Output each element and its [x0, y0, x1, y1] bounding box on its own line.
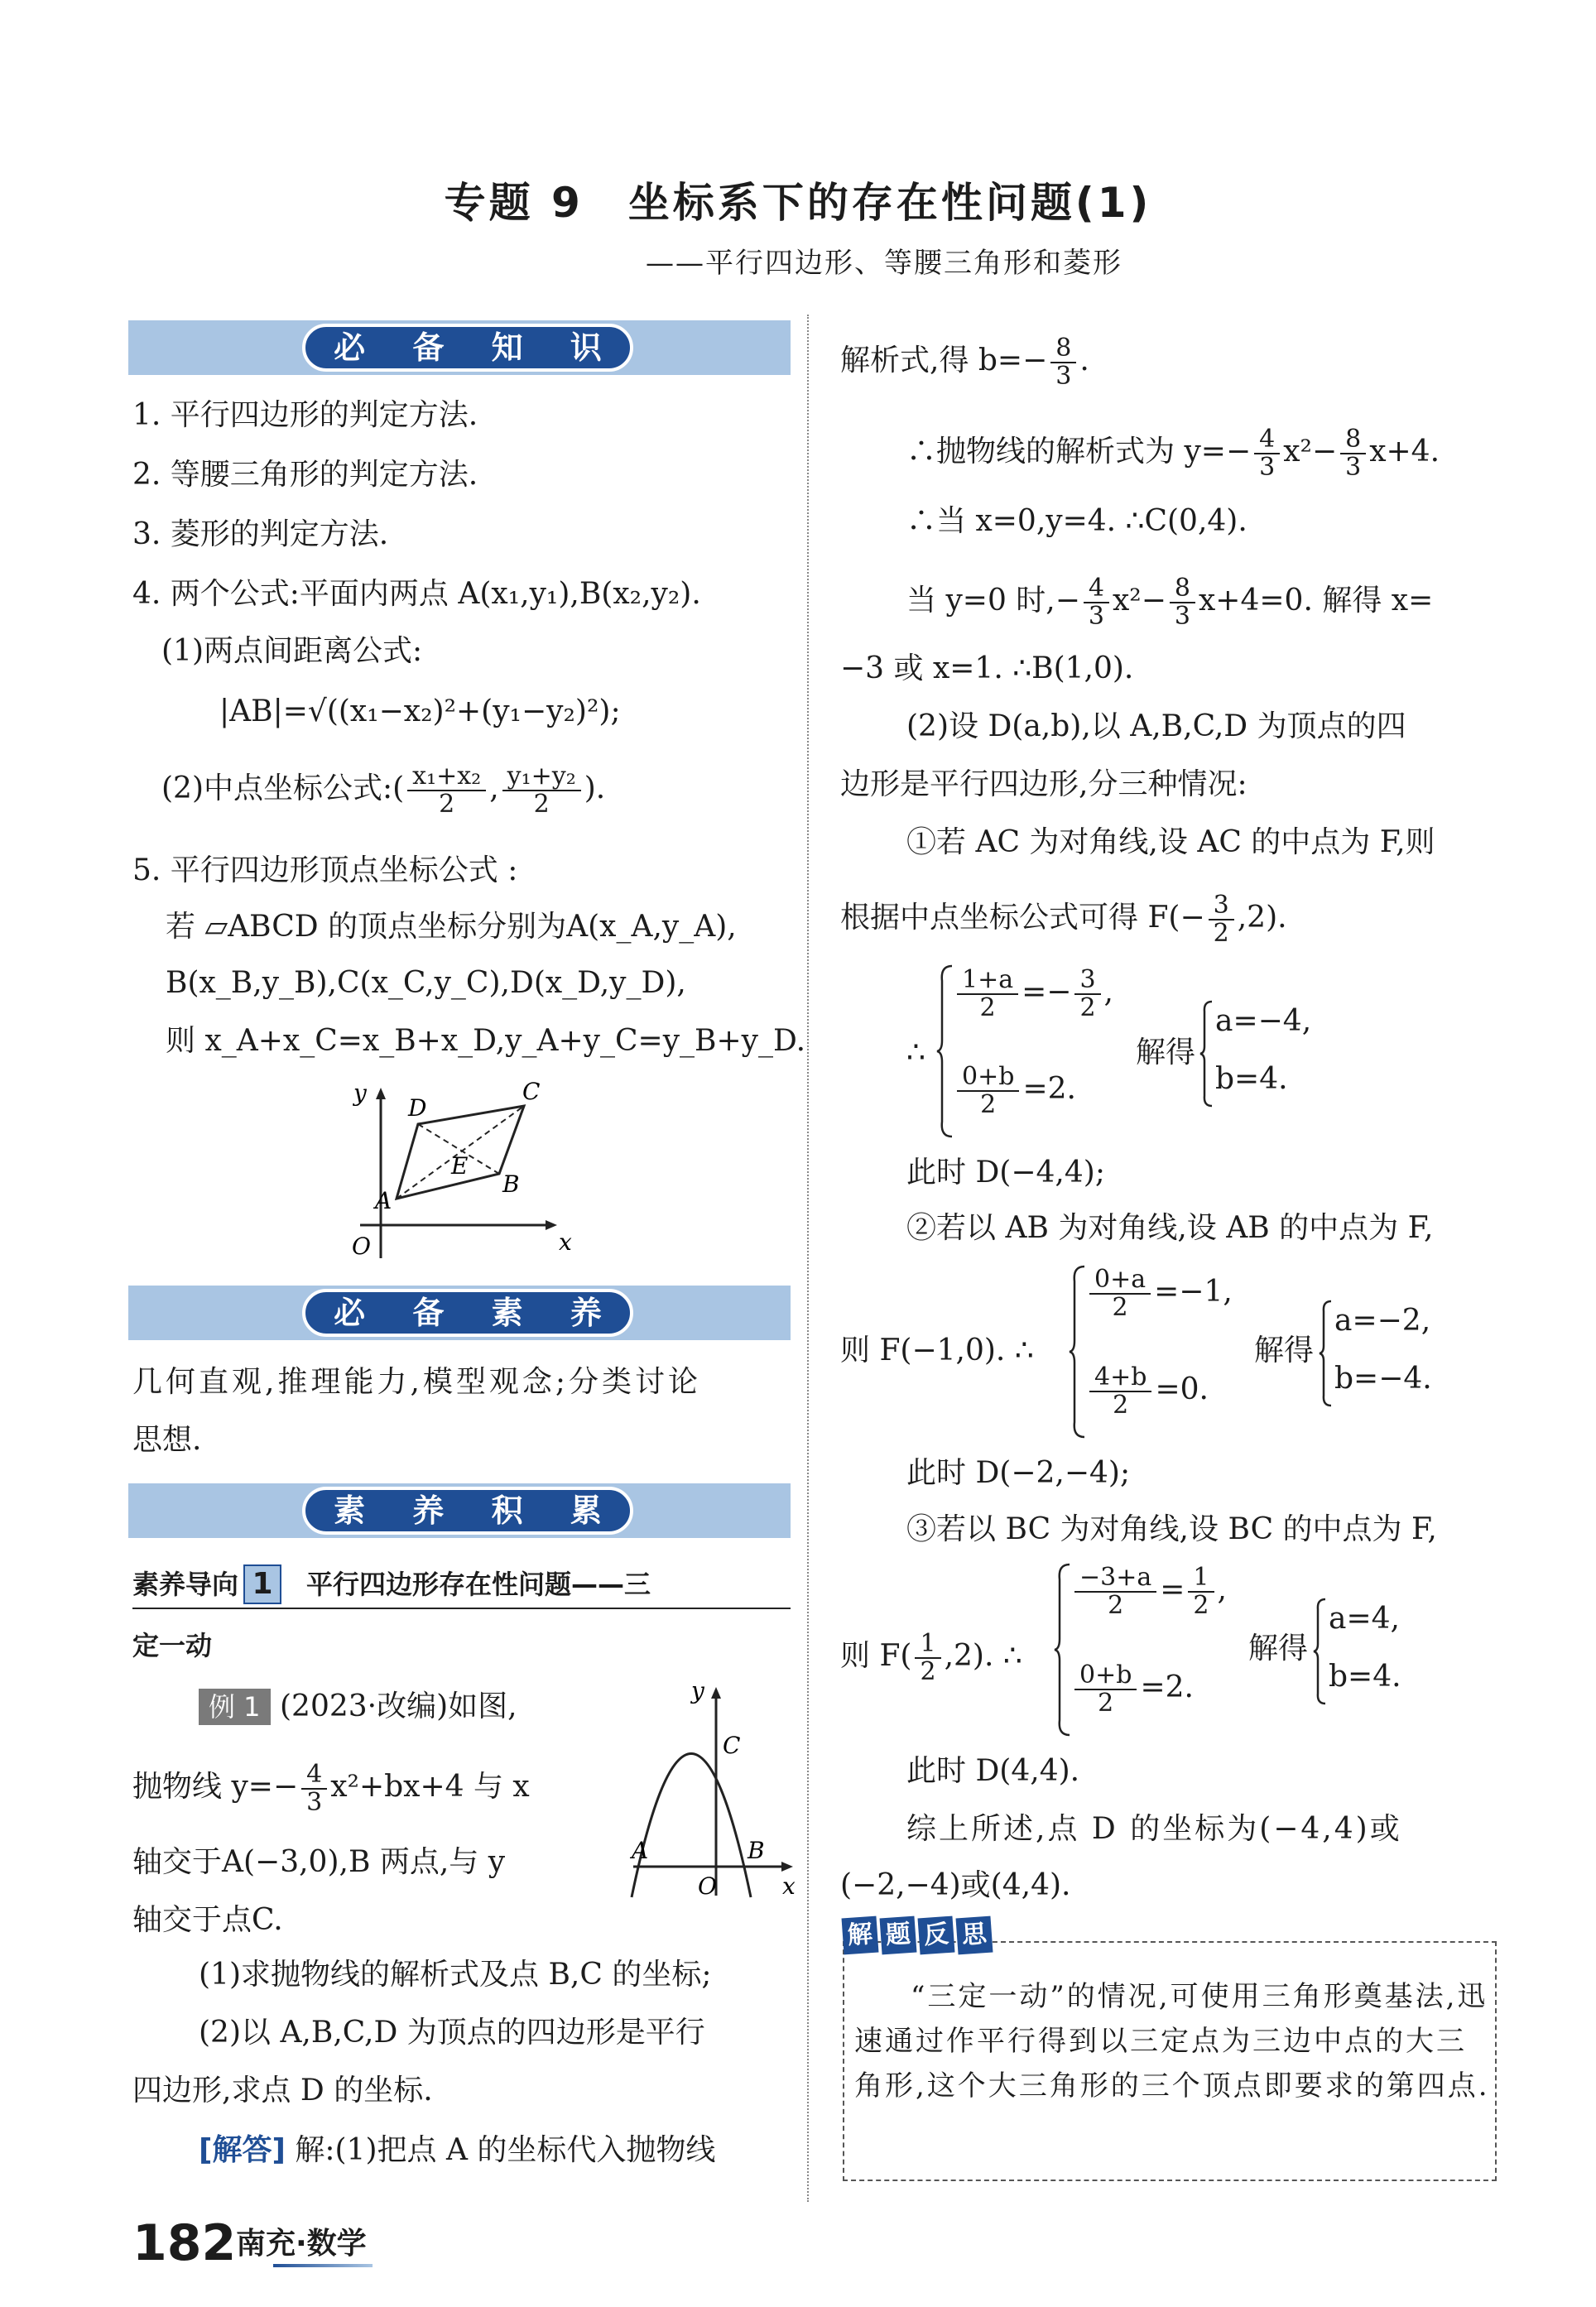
case2-solution-a: a=−2,	[1334, 1304, 1431, 1338]
midpoint-suffix: ).	[584, 771, 606, 805]
example-line-2: 抛物线 y=− $\frac{4}{3}$ x²+bx+4 与 x	[132, 1760, 530, 1817]
parallelogram-figure	[335, 1076, 600, 1266]
fig2-label-o: O	[698, 1872, 717, 1900]
case3-solution-b: b=4.	[1329, 1660, 1401, 1694]
right-line-1: 解析式,得 b=− $\frac{8}{3}$ .	[840, 334, 1089, 391]
knowledge-item-5: 5. 平行四边形顶点坐标公式 :	[132, 853, 518, 887]
right-line-11: ②若以 AB 为对角线,设 AB 的中点为 F,	[906, 1211, 1434, 1245]
fig1-label-o: O	[352, 1233, 371, 1260]
right-line-16: (−2,−4)或(4,4).	[840, 1868, 1071, 1902]
parabola-curve	[632, 1754, 751, 1898]
midpoint-formula: (2)中点坐标公式:( $\frac{\text{x₁+x₂}}{2}$ , $\frac{\text{y₁+y₂}}{2}$ ).	[161, 762, 606, 819]
case3-solution-brace	[1312, 1598, 1329, 1705]
reflection-tag-char-4: 思	[956, 1916, 993, 1955]
example-tag: 例 1	[199, 1689, 271, 1725]
fig1-label-a: A	[375, 1187, 392, 1214]
right-line-9: 根据中点坐标公式可得 F(− $\frac{3}{2}$ ,2).	[840, 891, 1287, 948]
case2-eq2: $\frac{4+b}{2}$ =0.	[1086, 1364, 1209, 1419]
fig1-label-e: E	[451, 1152, 469, 1180]
knowledge-item-1: 1. 平行四边形的判定方法.	[132, 398, 478, 432]
fig2-label-c: C	[723, 1732, 741, 1759]
fig1-x-arrow	[546, 1220, 557, 1230]
example-line-4: 轴交于点C.	[132, 1903, 283, 1937]
midpoint-prefix: (2)中点坐标公式:(	[161, 771, 405, 805]
example-frac: $\frac{4}{3}$	[301, 1761, 327, 1816]
fig1-y-arrow	[376, 1088, 386, 1099]
knowledge-item-5b: B(x_B,y_B),C(x_C,y_C),D(x_D,y_D),	[166, 966, 686, 1000]
question-2b: 四边形,求点 D 的坐标.	[132, 2074, 433, 2108]
question-2: (2)以 A,B,C,D 为顶点的四边形是平行	[199, 2016, 705, 2050]
case3-brace	[1053, 1563, 1073, 1737]
section-title-literacy: 必 备 素 养	[302, 1289, 633, 1337]
reflection-tag-char-3: 反	[918, 1916, 955, 1955]
right-line-12: 此时 D(−2,−4);	[906, 1456, 1131, 1490]
fig1-label-c: C	[522, 1078, 541, 1105]
right-line-5: −3 或 x=1. ∴B(1,0).	[840, 651, 1134, 685]
right-line-13: ③若以 BC 为对角线,设 BC 的中点为 F,	[906, 1512, 1437, 1546]
right-line-10: 此时 D(−4,4);	[906, 1156, 1105, 1190]
answer-start: [解答] 解:(1)把点 A 的坐标代入抛物线	[199, 2133, 716, 2167]
footer-underline	[273, 2264, 373, 2267]
guide-heading	[132, 1564, 651, 1604]
right-line-8: ①若 AC 为对角线,设 AC 的中点为 F,则	[906, 825, 1435, 859]
parabola-figure	[617, 1680, 807, 1904]
answer-tag: [解答]	[199, 2133, 286, 2167]
footer-label: 南充·数学	[236, 2227, 367, 2261]
right-line-3: ∴当 x=0,y=4. ∴C(0,4).	[906, 504, 1247, 538]
fig2-label-x: x	[782, 1872, 796, 1900]
literacy-text-2: 思想.	[132, 1423, 202, 1457]
guide-text-2: 定一动	[132, 1630, 213, 1661]
case2-solve-label: 解得	[1254, 1334, 1315, 1367]
midpoint-frac-x: $\frac{\text{x₁+x₂}}{2}$	[407, 763, 486, 818]
case1-solution-brace	[1199, 1000, 1215, 1108]
fig2-label-a: A	[632, 1837, 649, 1864]
guide-label: 素养导向	[132, 1569, 239, 1600]
right-line-6: (2)设 D(a,b),以 A,B,C,D 为顶点的四	[906, 709, 1406, 743]
case2-brace	[1068, 1265, 1088, 1439]
fig2-y-arrow	[711, 1687, 721, 1699]
reflection-text: “三定一动”的情况,可使用三角形奠基法,迅速通过作平行得到以三定点为三边中点的大三角形,这个大三角形的三个顶点即要求的第四点.	[854, 1980, 1490, 2103]
example-line-1	[199, 1689, 517, 1725]
case3-solution-a: a=4,	[1329, 1602, 1400, 1636]
fig2-label-b: B	[748, 1837, 765, 1864]
question-1: (1)求抛物线的解析式及点 B,C 的坐标;	[199, 1958, 712, 1992]
literacy-text-1: 几何直观,推理能力,模型观念;分类讨论	[132, 1365, 702, 1399]
knowledge-item-3: 3. 菱形的判定方法.	[132, 517, 389, 551]
midpoint-frac-y: $\frac{\text{y₁+y₂}}{2}$	[502, 763, 581, 818]
reflection-tag-char-2: 题	[880, 1916, 917, 1955]
case1-solve-label: 解得	[1136, 1036, 1196, 1069]
page-title: 专题 9 坐标系下的存在性问题(1)	[444, 179, 1152, 227]
case1-eq1: $\frac{1+a}{2}$ =− $\frac{3}{2}$ ,	[954, 967, 1113, 1021]
case1-solution-a: a=−4,	[1215, 1004, 1312, 1038]
page-number: 182	[132, 2214, 237, 2272]
case3-eq1: $\frac{-3+a}{2}$ = $\frac{1}{2}$ ,	[1071, 1564, 1227, 1619]
knowledge-item-4: 4. 两个公式:平面内两点 A(x₁,y₁),B(x₂,y₂).	[132, 577, 701, 611]
case3-eq2: $\frac{0+b}{2}$ =2.	[1071, 1662, 1194, 1717]
section-banner-accumulate	[128, 1483, 791, 1538]
fig2-x-arrow	[781, 1862, 793, 1872]
fig1-label-y: y	[353, 1079, 367, 1107]
knowledge-item-4a: (1)两点间距离公式:	[161, 634, 423, 668]
page-subtitle: ——平行四边形、等腰三角形和菱形	[646, 247, 1122, 280]
case2-solution-brace	[1318, 1300, 1334, 1407]
case2-eq1: $\frac{0+a}{2}$ =−1,	[1086, 1266, 1233, 1321]
reflection-tag-char-1: 解	[842, 1916, 879, 1955]
distance-formula: |AB|=√((x₁−x₂)²+(y₁−y₂)²);	[219, 695, 621, 728]
case3-solve-label: 解得	[1248, 1632, 1309, 1665]
knowledge-item-2: 2. 等腰三角形的判定方法.	[132, 458, 478, 492]
fig1-label-x: x	[559, 1228, 572, 1256]
fig1-label-b: B	[502, 1170, 520, 1198]
section-title-accumulate: 素 养 积 累	[302, 1487, 633, 1535]
case2-prefix: 则 F(−1,0). ∴	[840, 1334, 1034, 1367]
guide-text: 平行四边形存在性问题——三	[306, 1569, 651, 1600]
case1-solution-b: b=4.	[1215, 1062, 1288, 1096]
right-line-2: ∴抛物线的解析式为 y=− $\frac{4}{3}$ x²− $\frac{8}{3}$ x+4.	[906, 425, 1440, 482]
fig2-label-y: y	[691, 1680, 704, 1704]
knowledge-item-5c: 则 x_A+x_C=x_B+x_D,y_A+y_C=y_B+y_D.	[166, 1024, 806, 1058]
case2-solution-b: b=−4.	[1334, 1362, 1432, 1396]
example-line-3: 轴交于A(−3,0),B 两点,与 y	[132, 1845, 506, 1879]
knowledge-item-5a: 若 ▱ABCD 的顶点坐标分别为A(x_A,y_A),	[166, 910, 737, 944]
column-divider	[807, 315, 809, 2202]
right-line-7: 边形是平行四边形,分三种情况:	[840, 767, 1247, 801]
section-banner-literacy	[128, 1286, 791, 1340]
section-title-knowledge: 必 备 知 识	[302, 324, 633, 372]
example-source: (2023·改编)如图,	[280, 1689, 517, 1723]
guide-number: 1	[243, 1564, 281, 1604]
right-line-4: 当 y=0 时,− $\frac{4}{3}$ x²− $\frac{8}{3}$ x+4=0. 解得 x=	[906, 574, 1434, 631]
case3-prefix: 则 F( $\frac{1}{2}$ ,2). ∴	[840, 1629, 1022, 1686]
right-line-14: 此时 D(4,4).	[906, 1754, 1080, 1788]
case1-brace	[935, 964, 955, 1138]
case1-eq2: $\frac{0+b}{2}$ =2.	[954, 1064, 1076, 1118]
case1-therefore: ∴	[906, 1036, 925, 1069]
reflection-tag	[843, 1917, 995, 1960]
guide-underline	[132, 1608, 791, 1609]
right-line-15: 综上所述,点 D 的坐标为(−4,4)或	[906, 1812, 1402, 1846]
section-banner-knowledge	[128, 320, 791, 375]
fig1-label-d: D	[408, 1094, 427, 1122]
